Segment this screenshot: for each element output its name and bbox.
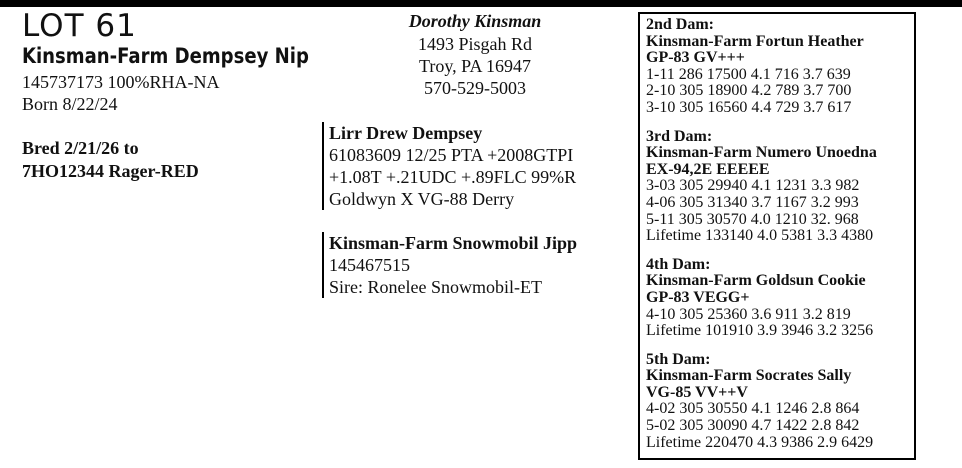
sire-proof: 61083609 12/25 PTA +2008GTPI: [329, 145, 574, 165]
dam-record: 4-06 305 31340 3.7 1167 3.2 993: [646, 193, 859, 211]
animal-name: Kinsman-Farm Dempsey Nip: [22, 44, 309, 68]
dam-label: 2nd Dam:: [646, 16, 715, 33]
dam-label: 3rd Dam:: [646, 127, 713, 145]
consignor-address: 1493 Pisgah Rd: [417, 34, 532, 54]
dam-entry-name: Kinsman-Farm Numero Unoedna: [646, 144, 877, 162]
dam-label: 4th Dam:: [646, 255, 711, 273]
registration-number: 145737173 100%RHA-NA: [22, 72, 220, 92]
dam-registration: 145467515: [329, 255, 410, 275]
dam-record: 3-10 305 16560 4.4 729 3.7 617: [646, 98, 852, 116]
bred-date: Bred 2/21/26 to: [22, 138, 139, 158]
sire-traits: +1.08T +.21UDC +.89FLC 99%R: [329, 167, 577, 187]
dam-entry-2nd: [646, 17, 914, 117]
dam-classification: GP-83 VEGG+: [646, 288, 750, 306]
dams-pedigree-box: [638, 12, 916, 460]
sire-pedigree: Goldwyn X VG-88 Derry: [329, 189, 515, 209]
dam-record: 1-11 286 17500 4.1 716 3.7 639: [646, 65, 851, 83]
top-rule: [0, 0, 962, 7]
consignor-phone: 570-529-5003: [424, 78, 526, 98]
dam-entry-4th: [646, 257, 914, 340]
dam-name: Kinsman-Farm Snowmobil Jipp: [329, 233, 578, 253]
sire-name: Lirr Drew Dempsey: [329, 123, 483, 143]
dam-entry-name: Kinsman-Farm Goldsun Cookie: [646, 272, 866, 290]
dam-record: 4-10 305 25360 3.6 911 3.2 819: [646, 305, 851, 323]
dam-classification: EX-94,2E EEEEE: [646, 160, 770, 178]
dam-record: 4-02 305 30550 4.1 1246 2.8 864: [646, 400, 860, 418]
dam-lifetime: Lifetime 101910 3.9 3946 3.2 3256: [646, 322, 874, 340]
dam-entry-3rd: [646, 129, 914, 245]
lot-number: LOT 61: [22, 8, 137, 44]
dam-lifetime: Lifetime 133140 4.0 5381 3.3 4380: [646, 227, 874, 245]
dam-record: 5-02 305 30090 4.7 1422 2.8 842: [646, 417, 860, 435]
dam-record: 5-11 305 30570 4.0 1210 32. 968: [646, 210, 859, 228]
dam-entry-name: Kinsman-Farm Socrates Sally: [646, 367, 852, 385]
dam-info: [322, 232, 577, 298]
dam-sire: Sire: Ronelee Snowmobil-ET: [329, 277, 542, 297]
dam-label: 5th Dam:: [646, 350, 711, 368]
dam-classification: GP-83 GV+++: [646, 49, 745, 67]
consignor-city: Troy, PA 16947: [418, 56, 532, 76]
dam-record: 2-10 305 18900 4.2 789 3.7 700: [646, 82, 852, 100]
sire-info: [322, 122, 576, 210]
dam-lifetime: Lifetime 220470 4.3 9386 2.9 6429: [646, 433, 874, 451]
bred-to-sire: 7HO12344 Rager-RED: [22, 161, 199, 181]
birth-date: Born 8/22/24: [22, 94, 118, 114]
dam-entry-5th: [646, 352, 914, 452]
dam-entry-name: Kinsman-Farm Fortun Heather: [646, 32, 864, 50]
dam-record: 3-03 305 29940 4.1 1231 3.3 982: [646, 177, 860, 195]
consignor-name: Dorothy Kinsman: [408, 11, 542, 31]
dam-classification: VG-85 VV++V: [646, 383, 748, 401]
